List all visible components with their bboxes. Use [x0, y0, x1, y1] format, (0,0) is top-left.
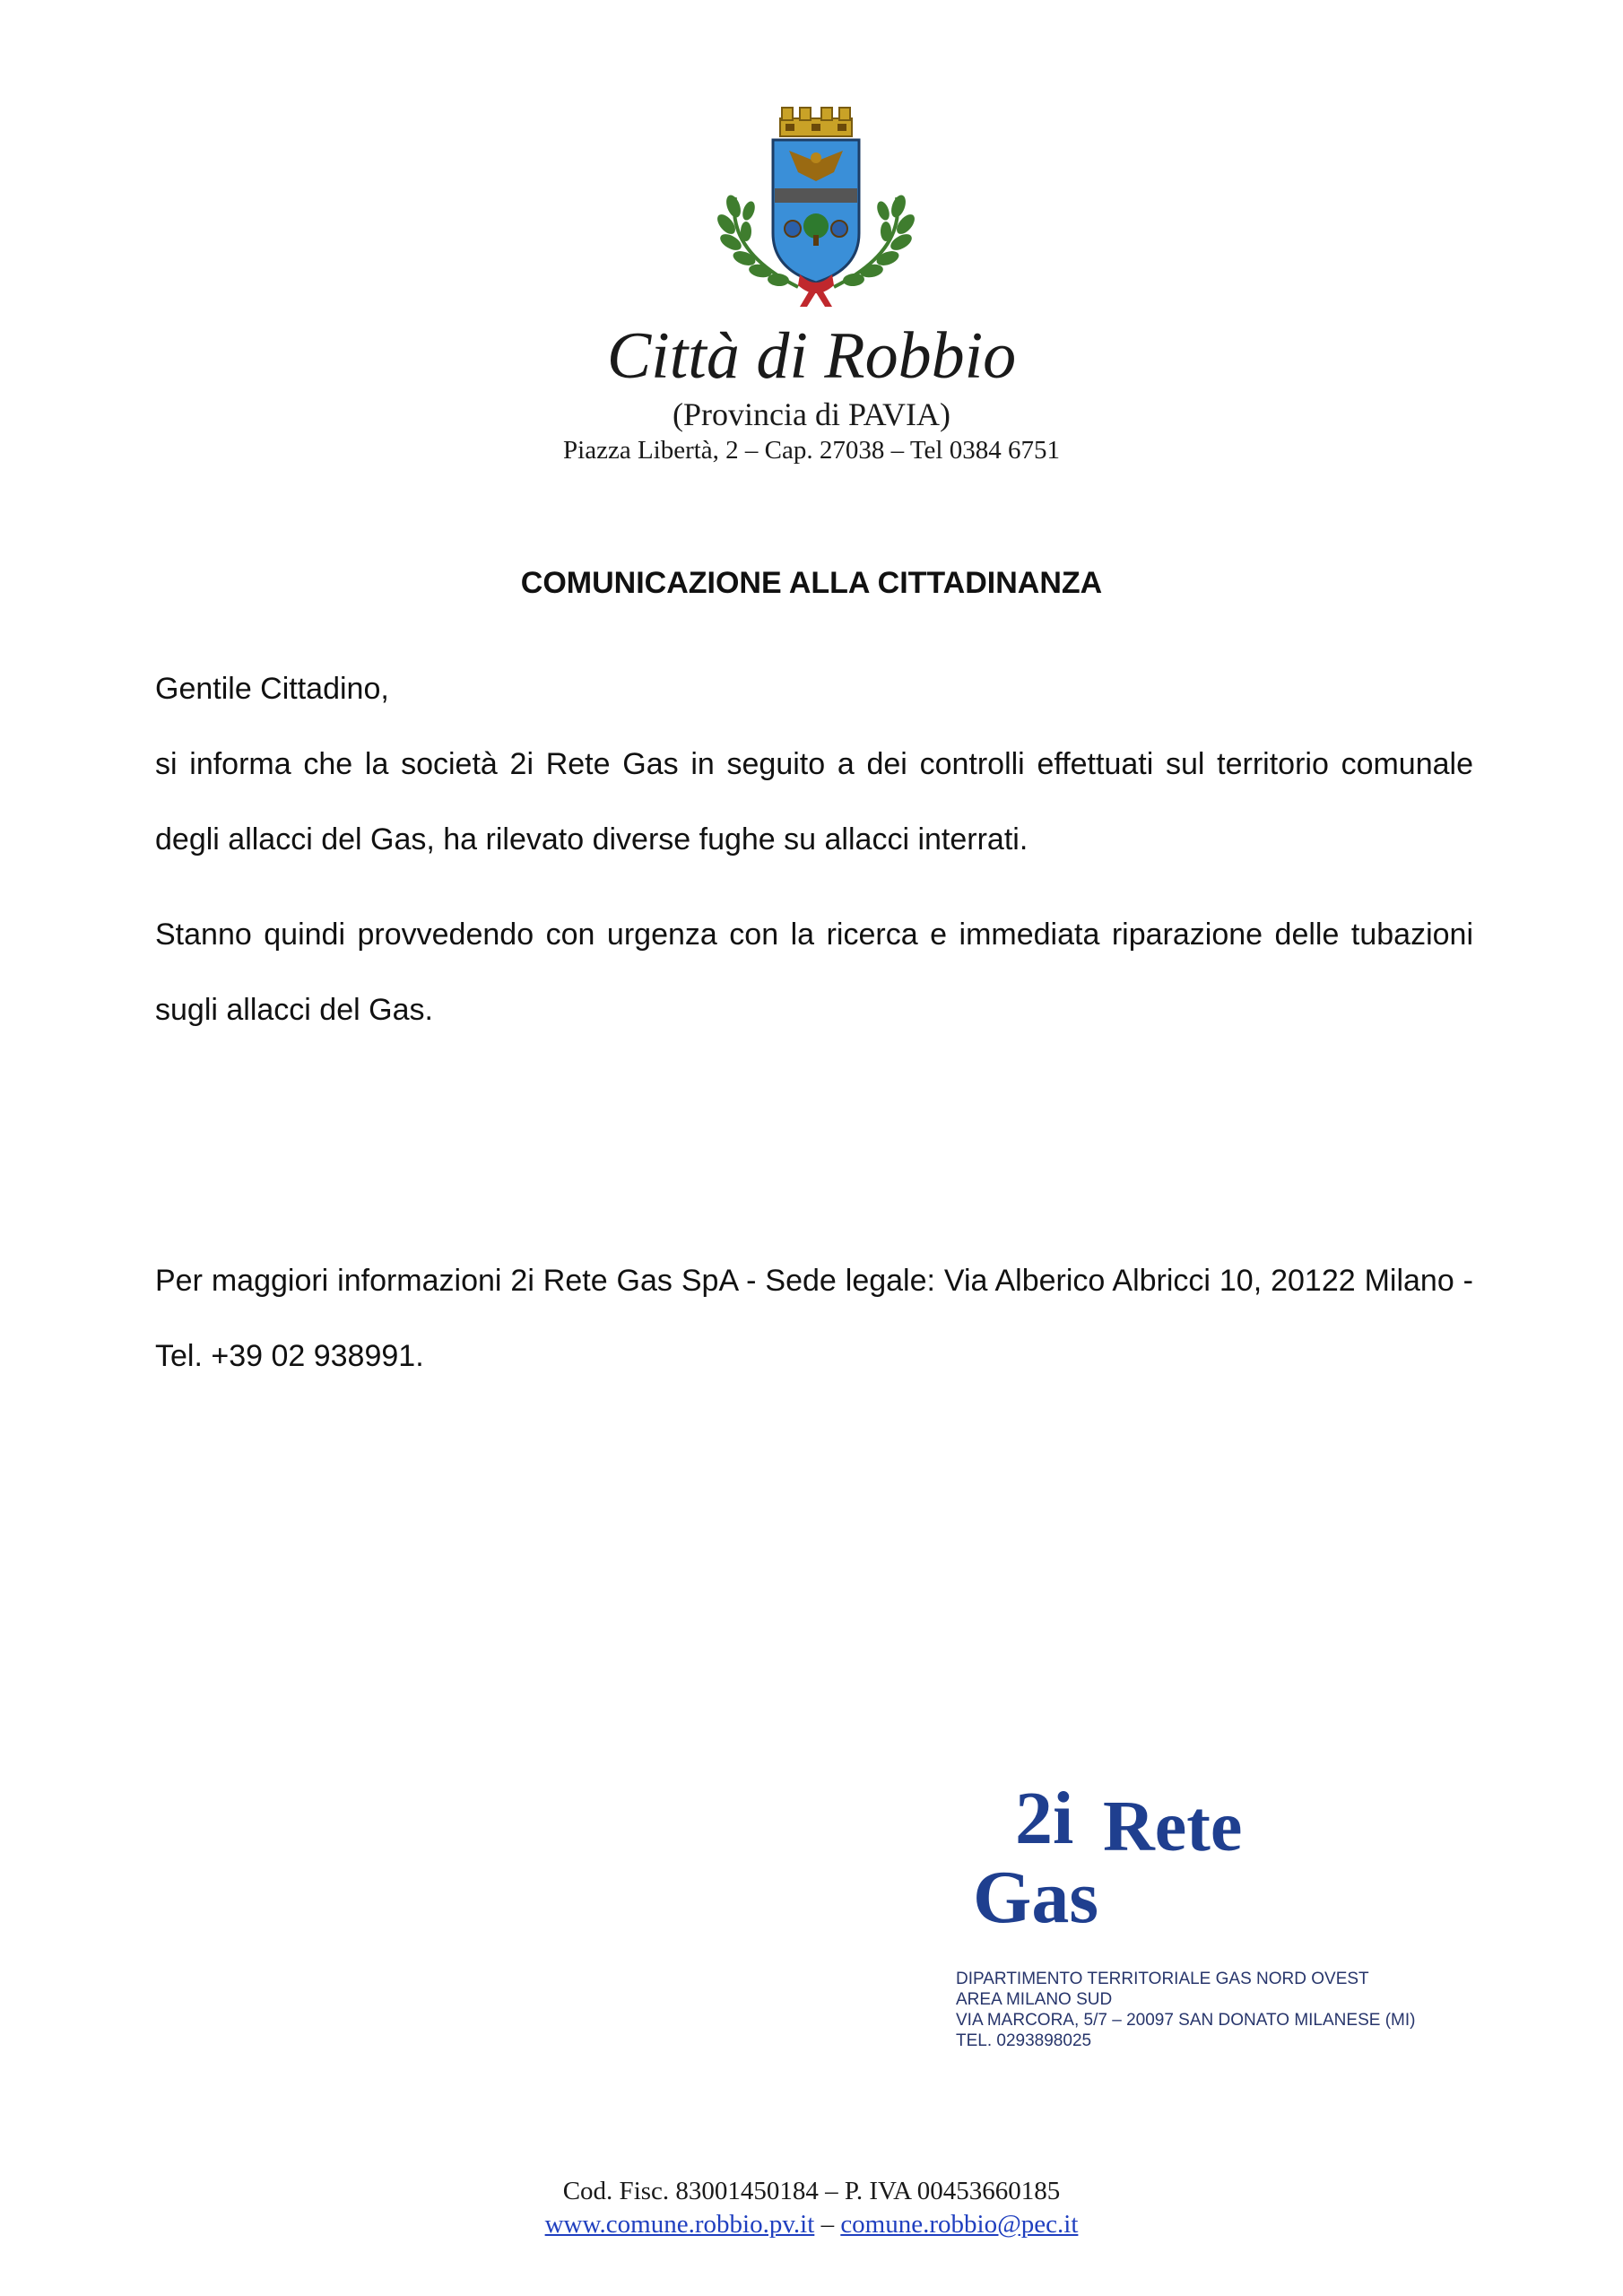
- municipality-address: Piazza Libertà, 2 – Cap. 27038 – Tel 0384 6751: [563, 436, 1060, 465]
- coat-of-arms-logo: [699, 99, 933, 314]
- notice-heading: COMUNICAZIONE ALLA CITTADINANZA: [520, 566, 1103, 600]
- department-area: AREA MILANO SUD: [956, 1990, 1113, 2009]
- 2i-rete-gas-logo: [968, 1780, 1309, 1933]
- city-title: Città di Robbio: [606, 319, 1017, 393]
- department-info: [956, 1969, 1415, 2051]
- fiscal-codes: Cod. Fisc. 83001450184 – P. IVA 00453660185: [562, 2177, 1061, 2205]
- paragraph-repair: Stanno quindi provvedendo con urgenza con la ricerca e immediata riparazione delle tubazioni sugli allacci del Gas.: [155, 918, 1473, 1027]
- crown-icon: [780, 108, 852, 136]
- paragraph-contact-info: Per maggiori informazioni 2i Rete Gas SpA - Sede legale: Via Alberico Albricci 10, 20122 Milano - Tel. +39 02 938991.: [155, 1264, 1473, 1373]
- footer-links: [0, 2208, 1623, 2241]
- province-label: (Provincia di PAVIA): [672, 396, 950, 432]
- pec-email-link[interactable]: comune.robbio@pec.it: [840, 2210, 1079, 2239]
- department-address: VIA MARCORA, 5/7 – 20097 SAN DONATO MILANESE (MI): [956, 2011, 1416, 2030]
- paragraph-leak-detected: si informa che la società 2i Rete Gas in seguito a dei controlli effettuati sul territorio comunale degli allacci del Gas, ha rilevato diverse fughe su allacci interrati.: [155, 747, 1473, 857]
- link-separator: –: [820, 2210, 835, 2239]
- department-name: DIPARTIMENTO TERRITORIALE GAS NORD OVEST: [956, 1970, 1369, 1988]
- department-phone: TEL. 0293898025: [956, 2031, 1092, 2050]
- logo-text-2i: 2i: [1015, 1780, 1074, 1860]
- greeting: Gentile Cittadino,: [155, 672, 389, 706]
- logo-text-gas: Gas: [973, 1856, 1099, 1933]
- shield-icon: [773, 140, 859, 283]
- logo-text-rete: Rete: [1103, 1787, 1243, 1866]
- website-link[interactable]: www.comune.robbio.pv.it: [544, 2210, 815, 2239]
- footer: [0, 2175, 1623, 2241]
